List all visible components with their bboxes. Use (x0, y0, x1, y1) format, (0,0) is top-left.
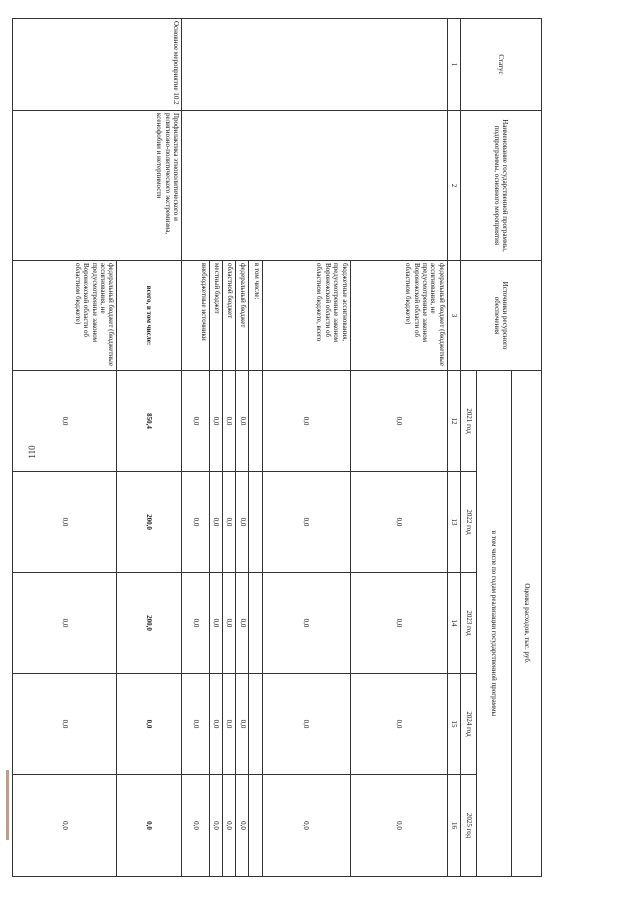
value-cell: 0,0 (262, 674, 350, 775)
value-cell: 0,0 (117, 775, 182, 877)
value-cell (249, 371, 262, 472)
column-number: 14 (447, 573, 460, 674)
source-cell: федеральный бюджет (бюджетные ассигнования, не предусмотренные законом Воронежской области об областном бюджете) (13, 261, 117, 371)
value-cell: 0,0 (209, 573, 222, 674)
value-cell: 0,0 (236, 775, 249, 877)
value-cell: 0,0 (182, 775, 210, 877)
table-row (117, 19, 182, 877)
value-cell: 0,0 (236, 674, 249, 775)
value-cell: 850,4 (117, 371, 182, 472)
column-number: 13 (447, 472, 460, 573)
header-name: Наименование государственной программы, подпрограммы, основного мероприятия (460, 111, 541, 261)
header-estimate: Оценка расходов, тыс. руб. (511, 371, 541, 877)
value-cell: 0,0 (223, 573, 236, 674)
value-cell: 0,0 (350, 371, 447, 472)
source-cell: федеральный бюджет (бюджетные ассигнования, не предусмотренные законом Воронежской области об областном бюджете) (350, 261, 447, 371)
value-cell: 0,0 (13, 472, 117, 573)
value-cell: 0,0 (209, 674, 222, 775)
column-number: 3 (447, 261, 460, 371)
column-numbers-row (447, 19, 460, 877)
value-cell: 0,0 (262, 775, 350, 877)
source-cell: в том числе: (249, 261, 262, 371)
value-cell: 0,0 (117, 674, 182, 775)
value-cell: 0,0 (209, 775, 222, 877)
rotated-table-container (12, 18, 542, 876)
value-cell: 0,0 (236, 472, 249, 573)
header-year: 2024 год (460, 674, 476, 775)
source-cell: федеральный бюджет (236, 261, 249, 371)
value-cell: 0,0 (223, 371, 236, 472)
header-status: Статус (460, 19, 541, 111)
value-cell: 0,0 (182, 472, 210, 573)
value-cell: 0,0 (262, 371, 350, 472)
value-cell: 0,0 (236, 371, 249, 472)
value-cell (249, 775, 262, 877)
value-cell: 0,0 (13, 775, 117, 877)
header-year: 2025 год (460, 775, 476, 877)
value-cell: 200,0 (117, 472, 182, 573)
header-year: 2022 год (460, 472, 476, 573)
value-cell: 0,0 (223, 472, 236, 573)
column-number: 16 (447, 775, 460, 877)
page-number: 110 (27, 445, 37, 459)
name-cell-empty (182, 111, 448, 261)
status-cell: Основное мероприятие 10.2 (13, 19, 182, 111)
header-by-years: в том числе по годам реализации государственной программы (477, 371, 512, 877)
value-cell: 0,0 (223, 674, 236, 775)
column-number: 1 (447, 19, 460, 111)
header-sources: Источники ресурсного обеспечения (460, 261, 541, 371)
value-cell: 0,0 (209, 371, 222, 472)
value-cell: 200,0 (117, 573, 182, 674)
header-year: 2021 год (460, 371, 476, 472)
table-row (350, 19, 447, 877)
value-cell: 0,0 (13, 371, 117, 472)
scan-edge-mark (6, 770, 9, 840)
header-year: 2023 год (460, 573, 476, 674)
value-cell: 0,0 (209, 472, 222, 573)
source-cell: местный бюджет (209, 261, 222, 371)
column-number: 12 (447, 371, 460, 472)
value-cell: 0,0 (350, 775, 447, 877)
status-cell-empty (182, 19, 448, 111)
event-name-cell: Профилактика этнополитического и религиозно-политического экстремизма, ксенофобии и нетерпимости (13, 111, 182, 261)
column-number: 15 (447, 674, 460, 775)
value-cell: 0,0 (236, 573, 249, 674)
value-cell: 0,0 (350, 674, 447, 775)
source-cell: областной бюджет (223, 261, 236, 371)
value-cell (249, 674, 262, 775)
value-cell: 0,0 (13, 674, 117, 775)
value-cell: 0,0 (13, 573, 117, 674)
value-cell: 0,0 (182, 573, 210, 674)
value-cell: 0,0 (262, 573, 350, 674)
value-cell: 0,0 (350, 573, 447, 674)
expenditure-table (12, 18, 542, 877)
value-cell: 0,0 (223, 775, 236, 877)
column-number: 2 (447, 111, 460, 261)
value-cell (249, 472, 262, 573)
source-cell: внебюджетные источники (182, 261, 210, 371)
value-cell: 0,0 (262, 472, 350, 573)
value-cell: 0,0 (182, 371, 210, 472)
source-cell: всего, в том числе: (117, 261, 182, 371)
value-cell (249, 573, 262, 674)
value-cell: 0,0 (350, 472, 447, 573)
value-cell: 0,0 (182, 674, 210, 775)
source-cell: бюджетные ассигнования, предусмотренные законом Воронежской области об областном бюджете, всего (262, 261, 350, 371)
